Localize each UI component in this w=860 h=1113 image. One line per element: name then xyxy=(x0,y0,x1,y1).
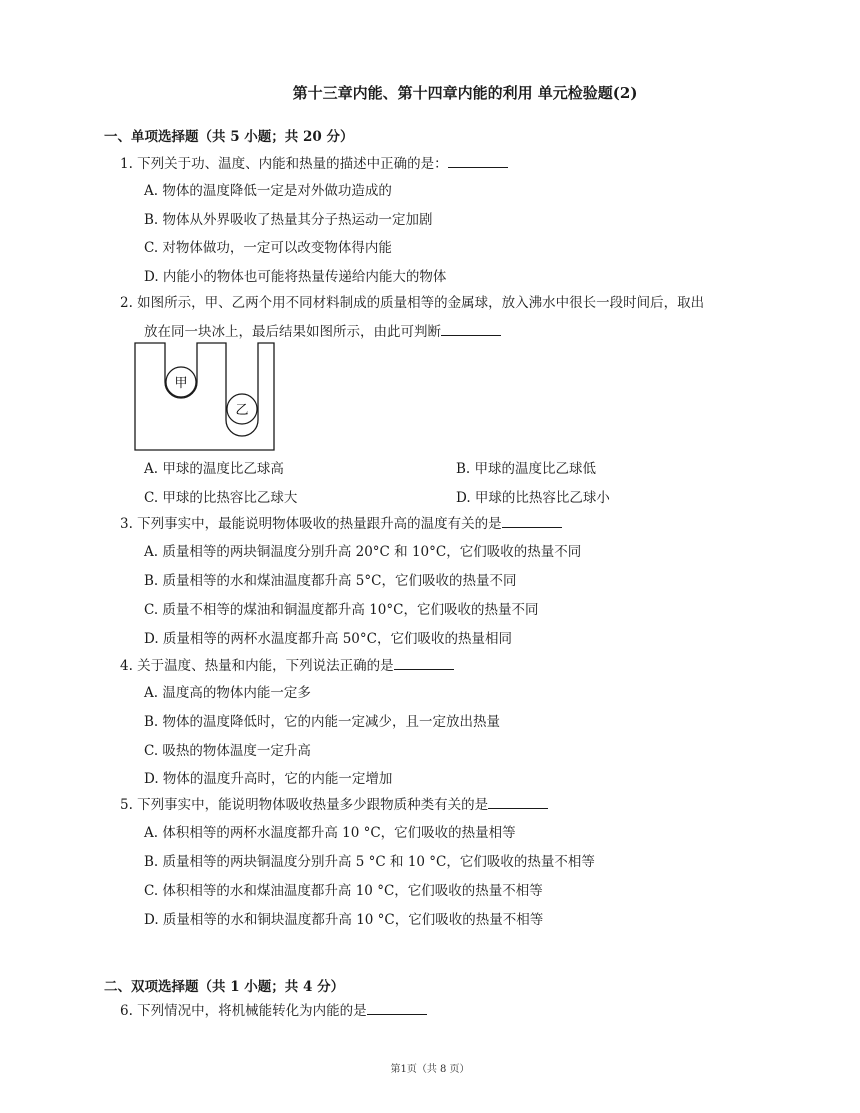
question-1-option-c: C. 对物体做功，一定可以改变物体得内能 xyxy=(144,240,392,256)
ball-yi-label: 乙 xyxy=(235,403,249,418)
question-5-option-b: B. 质量相等的两块铜温度分别升高 5 °C 和 10 °C，它们吸收的热量不相等 xyxy=(144,854,595,870)
answer-blank xyxy=(448,153,508,168)
question-2-option-b: B. 甲球的温度比乙球低 xyxy=(456,461,597,477)
question-3-stem: 3. 下列事实中，最能说明物体吸收的热量跟升高的温度有关的是 xyxy=(120,510,780,539)
question-3-option-b: B. 质量相等的水和煤油温度都升高 5°C，它们吸收的热量不同 xyxy=(144,573,517,589)
ice-block-figure xyxy=(134,342,276,452)
page-title: 第十三章内能、第十四章内能的利用 单元检验题(2) xyxy=(292,84,638,102)
question-5-option-a: A. 体积相等的两杯水温度都升高 10 °C，它们吸收的热量相等 xyxy=(144,825,516,841)
question-3-option-c: C. 质量不相等的煤油和铜温度都升高 10°C，它们吸收的热量不同 xyxy=(144,602,539,618)
page-footer: 第1页（共 8 页） xyxy=(390,1064,470,1075)
section-heading-single-choice: 一、单项选择题（共 5 小题；共 20 分） xyxy=(104,129,354,145)
answer-blank xyxy=(367,1000,427,1015)
question-2-stem-line-2: 放在同一块冰上，最后结果如图所示，由此可判断 xyxy=(120,318,760,347)
ice-block-outline xyxy=(135,343,274,450)
question-4-option-a: A. 温度高的物体内能一定多 xyxy=(144,685,311,701)
answer-blank xyxy=(488,794,548,809)
question-5-option-c: C. 体积相等的水和煤油温度都升高 10 °C，它们吸收的热量不相等 xyxy=(144,883,543,899)
question-5-stem: 5. 下列事实中，能说明物体吸收热量多少跟物质种类有关的是 xyxy=(120,791,780,820)
question-4-stem: 4. 关于温度、热量和内能，下列说法正确的是 xyxy=(120,652,780,681)
question-3-option-a: A. 质量相等的两块铜温度分别升高 20°C 和 10°C，它们吸收的热量不同 xyxy=(144,544,582,560)
answer-blank xyxy=(502,513,562,528)
question-1-option-d: D. 内能小的物体也可能将热量传递给内能大的物体 xyxy=(144,269,447,285)
question-3-option-d: D. 质量相等的两杯水温度都升高 50°C，它们吸收的热量相同 xyxy=(144,631,512,647)
question-2-stem xyxy=(120,289,760,347)
question-1-option-b: B. 物体从外界吸收了热量其分子热运动一定加剧 xyxy=(144,212,433,228)
question-2-option-c: C. 甲球的比热容比乙球大 xyxy=(144,490,298,506)
question-1-option-a: A. 物体的温度降低一定是对外做功造成的 xyxy=(144,183,392,199)
question-2-option-d: D. 甲球的比热容比乙球小 xyxy=(456,490,610,506)
question-2-stem-line-1: 2. 如图所示，甲、乙两个用不同材料制成的质量相等的金属球，放入沸水中很长一段时间后，取出 xyxy=(120,295,705,311)
question-1-stem: 1. 下列关于功、温度、内能和热量的描述中正确的是： xyxy=(120,150,780,179)
question-4-option-d: D. 物体的温度升高时，它的内能一定增加 xyxy=(144,771,393,787)
section-heading-double-choice: 二、双项选择题（共 1 小题；共 4 分） xyxy=(104,979,345,995)
answer-blank xyxy=(394,655,454,670)
question-6-stem: 6. 下列情况中，将机械能转化为内能的是 xyxy=(120,997,780,1026)
question-2-option-a: A. 甲球的温度比乙球高 xyxy=(144,461,284,477)
ball-jia-label: 甲 xyxy=(174,376,188,391)
answer-blank xyxy=(441,321,501,336)
question-4-option-c: C. 吸热的物体温度一定升高 xyxy=(144,743,311,759)
question-4-option-b: B. 物体的温度降低时，它的内能一定减少，且一定放出热量 xyxy=(144,714,501,730)
question-5-option-d: D. 质量相等的水和铜块温度都升高 10 °C，它们吸收的热量不相等 xyxy=(144,912,544,928)
